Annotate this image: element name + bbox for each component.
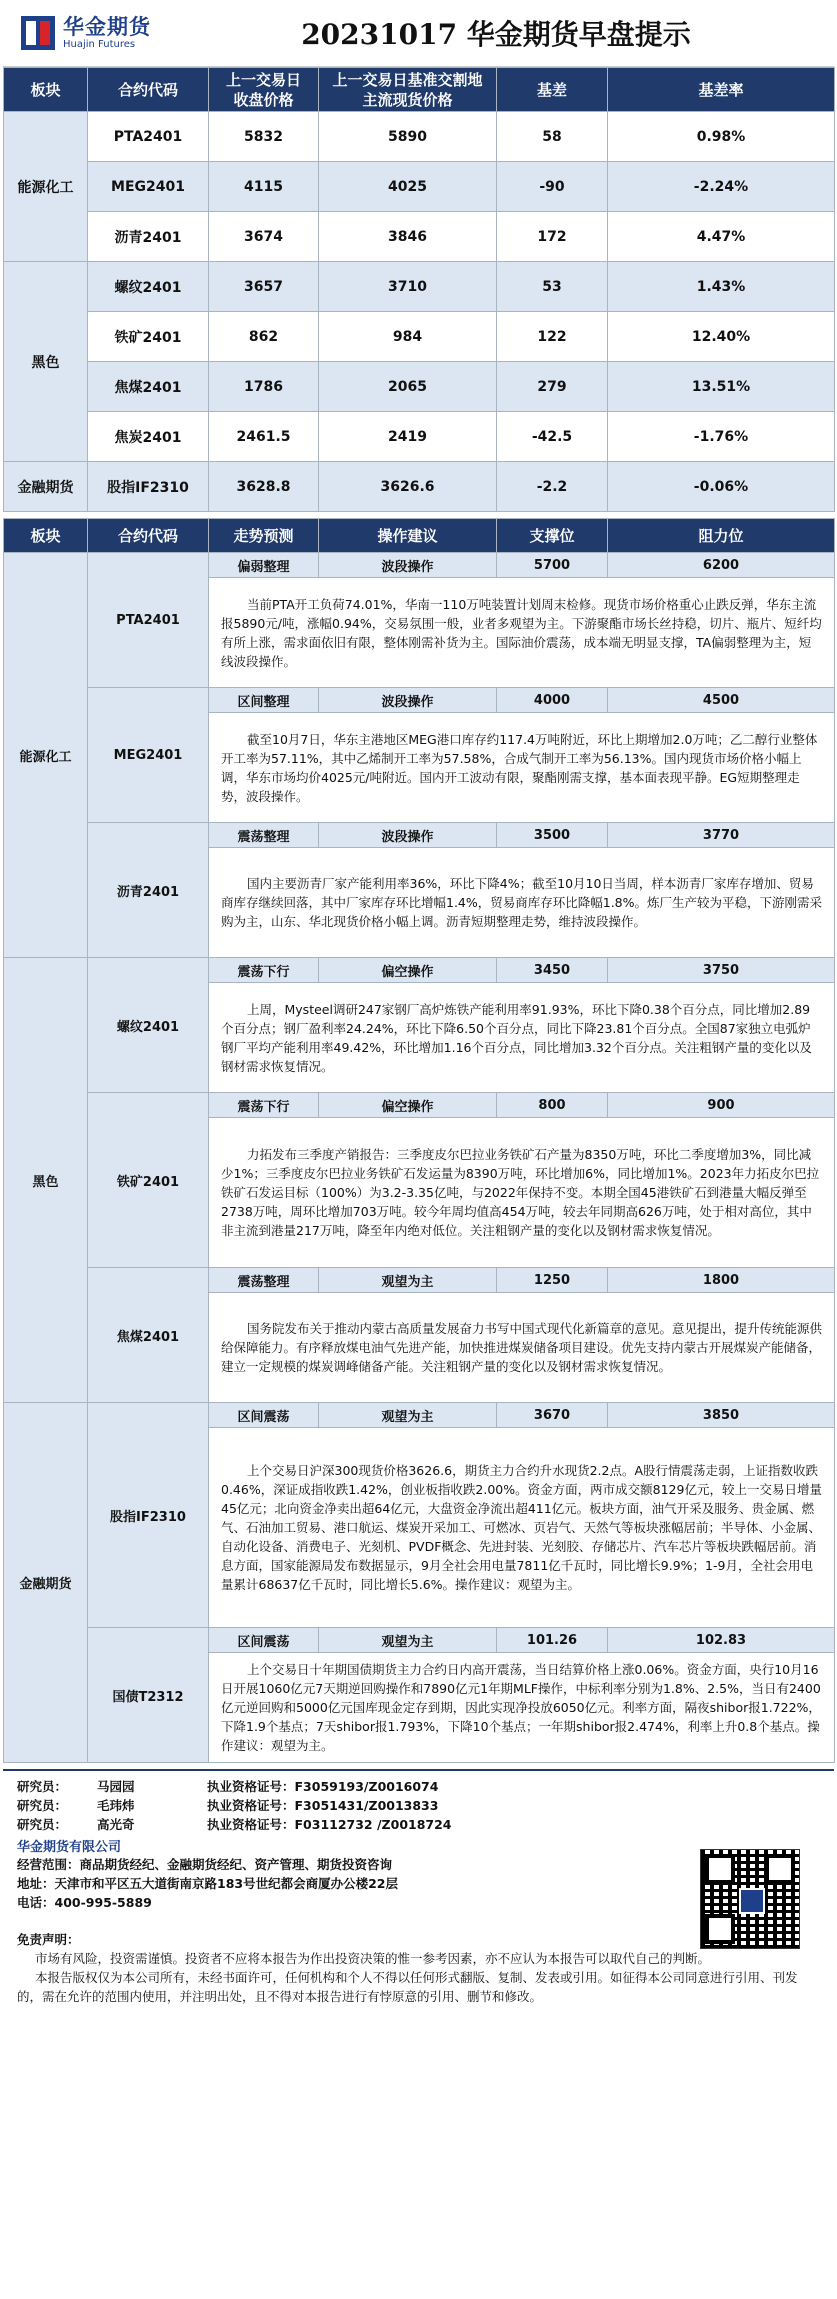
sector-energy: 能源化工 (4, 112, 88, 262)
outlook-row (4, 823, 835, 848)
business-scope: 经营范围：商品期货经纪、金融期货经纪、资产管理、期货投资咨询 (17, 1857, 393, 1872)
cell-code: 股指IF2310 (88, 462, 209, 512)
cell-code: 铁矿2401 (88, 1093, 209, 1268)
sector-finance: 金融期货 (4, 462, 88, 512)
cell-basis: -90 (497, 162, 608, 212)
commentary: 上周，Mysteel调研247家钢厂高炉炼铁产能利用率91.93%，环比下降0.38个百分点，同比增加2.89个百分点；钢厂盈利率24.24%，环比下降6.50个百分点，同比下降23.81个百分点。全国87家独立电弧炉钢厂平均产能利用率49.42%，环比增加1.16个百分点，同比增加3.32个百分点。关注粗钢产量的变化以及钢材需求恢复情况。 (209, 983, 835, 1093)
cell-advice: 偏空操作 (319, 958, 497, 983)
col-basis: 基差 (497, 68, 608, 112)
cell-spot: 3846 (319, 212, 497, 262)
outlook-row (4, 553, 835, 578)
cell-spot: 3710 (319, 262, 497, 312)
logo-en: Huajin Futures (63, 39, 136, 50)
sector-energy: 能源化工 (4, 553, 88, 958)
cell-code: 铁矿2401 (88, 312, 209, 362)
cell-resist: 102.83 (608, 1628, 835, 1653)
report-footer (3, 1769, 834, 2023)
cell-rate: -2.24% (608, 162, 835, 212)
company-phone: 电话：400-995-5889 (17, 1895, 152, 1910)
cell-advice: 波段操作 (319, 823, 497, 848)
cell-code: PTA2401 (88, 112, 209, 162)
table-row (4, 312, 835, 362)
commentary: 上个交易日十年期国债期货主力合约日内高开震荡，当日结算价格上涨0.06%。资金方面，央行10月16日开展1060亿元7天期逆回购操作和7890亿元1年期MLF操作，中标利率分别为1.8%、2.5%，当日有2400亿元逆回购和5000亿元国库现金定存到期，因此实现净投放6050亿元。利率方面，隔夜shibor报1.722%，下降1.9个基点；7天shibor报1.793%，下降10个基点；一年期shibor报2.474%，利率上升0.8个基点。操作建议：观望为主。 (209, 1653, 835, 1763)
cell-code: MEG2401 (88, 688, 209, 823)
table-row (4, 212, 835, 262)
col-advice: 操作建议 (319, 519, 497, 553)
cell-support: 101.26 (497, 1628, 608, 1653)
col-support: 支撑位 (497, 519, 608, 553)
outlook-row (4, 1093, 835, 1118)
outlook-row (4, 688, 835, 713)
disclaimer-title: 免责声明： (17, 1932, 80, 1947)
cell-close: 3657 (209, 262, 319, 312)
cell-resist: 3750 (608, 958, 835, 983)
cell-rate: 4.47% (608, 212, 835, 262)
cell-advice: 观望为主 (319, 1628, 497, 1653)
cell-advice: 观望为主 (319, 1268, 497, 1293)
cell-spot: 984 (319, 312, 497, 362)
cell-basis: 172 (497, 212, 608, 262)
cell-close: 5832 (209, 112, 319, 162)
cell-support: 4000 (497, 688, 608, 713)
cell-basis: 122 (497, 312, 608, 362)
table-row (4, 362, 835, 412)
cell-resist: 3850 (608, 1403, 835, 1428)
researcher-row: 研究员： 毛玮炜 执业资格证号：F3051431/Z0013833 (17, 1798, 439, 1813)
researcher-row: 研究员： 高光奇 执业资格证号：F03112732 /Z0018724 (17, 1817, 452, 1832)
cell-close: 1786 (209, 362, 319, 412)
table-row (4, 162, 835, 212)
cell-basis: -42.5 (497, 412, 608, 462)
col-code: 合约代码 (88, 68, 209, 112)
sector-black: 黑色 (4, 958, 88, 1403)
cell-close: 2461.5 (209, 412, 319, 462)
col-resist: 阻力位 (608, 519, 835, 553)
cell-spot: 3626.6 (319, 462, 497, 512)
commentary: 上个交易日沪深300现货价格3626.6，期货主力合约升水现货2.2点。A股行情震荡走弱，上证指数收跌0.46%，深证成指收跌1.42%，创业板指收跌2.00%。资金方面，两市成交额8129亿元，较上一交易日增量45亿元；北向资金净卖出超64亿元，大盘资金净流出超411亿元。板块方面，油气开采及服务、贵金属、燃气、石油加工贸易、港口航运、煤炭开采加工、可燃冰、页岩气、天然气等板块涨幅居前；半导体、小金属、自动化设备、消费电子、光刻机、PVDF概念、先进封装、光刻胶、存储芯片、汽车芯片等板块跌幅居前。消息方面，国家能源局发布数据显示，9月全社会用电量7811亿千瓦时，同比增长9.9%；1-9月，全社会用电量累计68637亿千瓦时，同比增长5.6%。操作建议：观望为主。 (209, 1428, 835, 1628)
col-sector: 板块 (4, 68, 88, 112)
cell-code: 焦煤2401 (88, 362, 209, 412)
table-row (4, 412, 835, 462)
page-title: 20231017 华金期货早盘提示 (301, 18, 691, 51)
sector-finance: 金融期货 (4, 1403, 88, 1763)
cell-support: 3500 (497, 823, 608, 848)
cell-support: 5700 (497, 553, 608, 578)
cell-advice: 波段操作 (319, 553, 497, 578)
cell-spot: 5890 (319, 112, 497, 162)
cell-rate: 0.98% (608, 112, 835, 162)
cell-code: 股指IF2310 (88, 1403, 209, 1628)
outlook-row (4, 1268, 835, 1293)
disclaimer-para: 本报告版权仅为本公司所有，未经书面许可，任何机构和个人不得以任何形式翻版、复制、发表或引用。如征得本公司同意进行引用、刊发的，需在允许的范围内使用，并注明出处，且不得对本报告进行有悖原意的引用、删节和修改。 (17, 1970, 798, 2004)
cell-basis: -2.2 (497, 462, 608, 512)
qr-code-icon (700, 1849, 800, 1949)
report-header (3, 0, 834, 67)
cell-spot: 2065 (319, 362, 497, 412)
table-row (4, 262, 835, 312)
cell-trend: 震荡下行 (209, 958, 319, 983)
cell-close: 4115 (209, 162, 319, 212)
cell-code: 国债T2312 (88, 1628, 209, 1763)
cell-support: 1250 (497, 1268, 608, 1293)
commentary: 当前PTA开工负荷74.01%，华南一110万吨装置计划周末检修。现货市场价格重心止跌反弹，华东主流报5890元/吨，涨幅0.94%，交易氛围一般，业者多观望为主。下游聚酯市场长丝持稳，切片、瓶片、短纤均有所上涨，需求面依旧有限，整体刚需补货为主。国际油价震荡，成本端无明显支撑，TA偏弱整理为主，短线波段操作。 (209, 578, 835, 688)
company-logo (3, 15, 198, 51)
col-close: 上一交易日 收盘价格 (209, 68, 319, 112)
cell-advice: 波段操作 (319, 688, 497, 713)
logo-cn: 华金期货 (63, 15, 151, 39)
cell-code: PTA2401 (88, 553, 209, 688)
cell-advice: 偏空操作 (319, 1093, 497, 1118)
cell-rate: -1.76% (608, 412, 835, 462)
col-code: 合约代码 (88, 519, 209, 553)
cell-spot: 4025 (319, 162, 497, 212)
cell-rate: 1.43% (608, 262, 835, 312)
cell-close: 862 (209, 312, 319, 362)
cell-support: 3670 (497, 1403, 608, 1428)
cell-trend: 偏弱整理 (209, 553, 319, 578)
cell-rate: 13.51% (608, 362, 835, 412)
col-trend: 走势预测 (209, 519, 319, 553)
commentary: 国务院发布关于推动内蒙古高质量发展奋力书写中国式现代化新篇章的意见。意见提出，提升传统能源供给保障能力。有序释放煤电油气先进产能，加快推进煤炭储备项目建设。优先支持内蒙古开展煤炭产能储备，建立一定规模的煤炭调峰储备产能。关注粗钢产量的变化以及钢材需求恢复情况。 (209, 1293, 835, 1403)
company-address: 地址：天津市和平区五大道街南京路183号世纪都会商厦办公楼22层 (17, 1876, 398, 1891)
cell-code: 焦炭2401 (88, 412, 209, 462)
researcher-row: 研究员： 马园园 执业资格证号：F3059193/Z0016074 (17, 1779, 439, 1794)
outlook-table (3, 518, 835, 1763)
cell-trend: 震荡下行 (209, 1093, 319, 1118)
outlook-row (4, 1403, 835, 1428)
cell-trend: 震荡整理 (209, 823, 319, 848)
sector-black: 黑色 (4, 262, 88, 462)
cell-resist: 4500 (608, 688, 835, 713)
commentary: 国内主要沥青厂家产能利用率36%，环比下降4%；截至10月10日当周，样本沥青厂家库存增加、贸易商库存继续回落，其中厂家库存环比增幅1.4%，贸易商库存环比降幅1.8%。炼厂生产较为平稳，下游刚需采购为主，山东、华北现货价格小幅上调。沥青短期整理走势，维持波段操作。 (209, 848, 835, 958)
basis-table (3, 67, 835, 512)
cell-trend: 区间整理 (209, 688, 319, 713)
table-row (4, 462, 835, 512)
col-spot: 上一交易日基准交割地 主流现货价格 (319, 68, 497, 112)
cell-code: MEG2401 (88, 162, 209, 212)
commentary: 力拓发布三季度产销报告：三季度皮尔巴拉业务铁矿石产量为8350万吨，环比二季度增加3%，同比减少1%；三季度皮尔巴拉业务铁矿石发运量为8390万吨，环比增加6%，同比增加1%。2023年力拓皮尔巴拉铁矿石发运目标（100%）为3.2-3.35亿吨，与2022年保持不变。本期全国45港铁矿石到港量大幅反弹至2738万吨，周环比增加703万吨。较今年周均值高454万吨，较去年同期高626万吨，处于相对高位，其中非主流到港量217万吨，降至年内绝对低位。关注粗钢产量的变化以及钢材需求恢复情况。 (209, 1118, 835, 1268)
cell-code: 沥青2401 (88, 212, 209, 262)
outlook-table-header (4, 519, 835, 553)
cell-spot: 2419 (319, 412, 497, 462)
outlook-row (4, 958, 835, 983)
outlook-row (4, 1628, 835, 1653)
col-rate: 基差率 (608, 68, 835, 112)
basis-table-header (4, 68, 835, 112)
cell-basis: 279 (497, 362, 608, 412)
col-sector: 板块 (4, 519, 88, 553)
cell-code: 焦煤2401 (88, 1268, 209, 1403)
cell-resist: 1800 (608, 1268, 835, 1293)
commentary: 截至10月7日，华东主港地区MEG港口库存约117.4万吨附近，环比上期增加2.0万吨；乙二醇行业整体开工率为57.11%，其中乙烯制开工率为57.58%，合成气制开工率为56.13%。国内现货市场价格小幅上调，华东市场均价4025元/吨附近。国内开工波动有限，聚酯刚需支撑，基本面表现平静。EG短期整理走势，波段操作。 (209, 713, 835, 823)
cell-basis: 53 (497, 262, 608, 312)
cell-code: 螺纹2401 (88, 958, 209, 1093)
cell-close: 3628.8 (209, 462, 319, 512)
cell-resist: 3770 (608, 823, 835, 848)
cell-code: 沥青2401 (88, 823, 209, 958)
cell-advice: 观望为主 (319, 1403, 497, 1428)
company-name: 华金期货有限公司 (17, 1840, 122, 1855)
cell-trend: 区间震荡 (209, 1628, 319, 1653)
cell-resist: 900 (608, 1093, 835, 1118)
cell-basis: 58 (497, 112, 608, 162)
disclaimer-para: 市场有风险，投资需谨慎。投资者不应将本报告为作出投资决策的惟一参考因素，亦不应认为本报告可以取代自己的判断。 (35, 1951, 711, 1966)
cell-support: 800 (497, 1093, 608, 1118)
table-row (4, 112, 835, 162)
cell-trend: 震荡整理 (209, 1268, 319, 1293)
cell-rate: -0.06% (608, 462, 835, 512)
cell-code: 螺纹2401 (88, 262, 209, 312)
cell-trend: 区间震荡 (209, 1403, 319, 1428)
cell-support: 3450 (497, 958, 608, 983)
logo-icon (21, 16, 55, 50)
cell-rate: 12.40% (608, 312, 835, 362)
cell-close: 3674 (209, 212, 319, 262)
cell-resist: 6200 (608, 553, 835, 578)
